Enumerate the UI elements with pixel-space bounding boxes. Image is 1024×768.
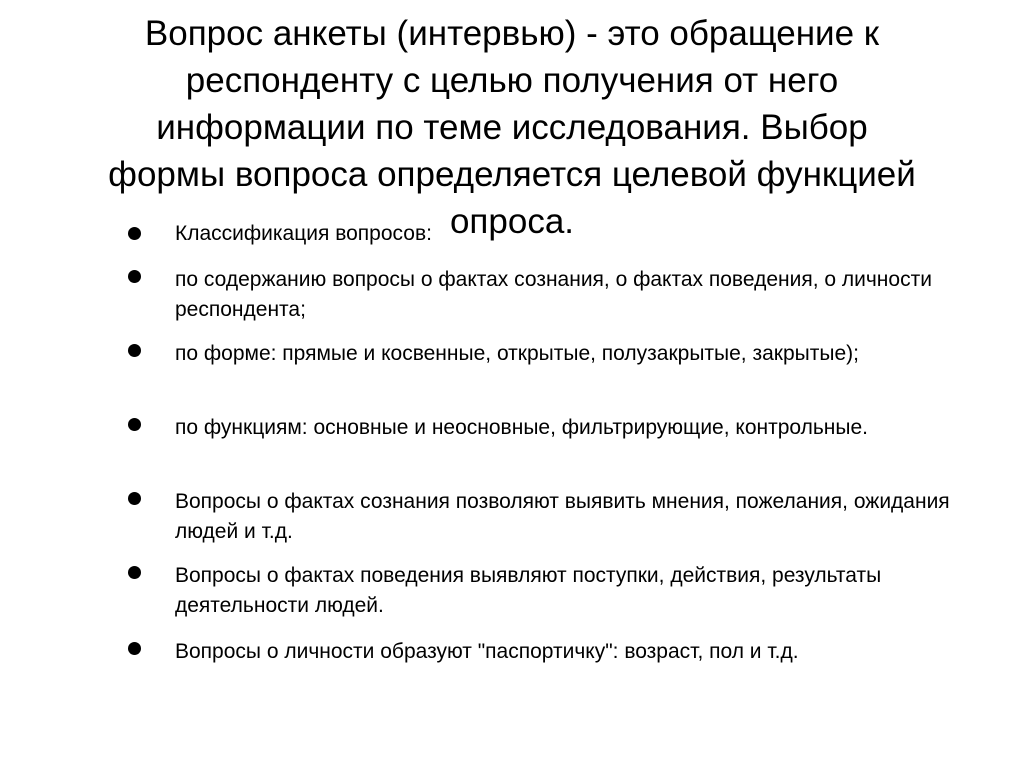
bullet-text: Вопросы о фактах поведения выявляют поступки, действия, результаты деятельности людей. <box>175 564 882 617</box>
bullet-dot-icon <box>128 492 141 505</box>
bullet-text: по форме: прямые и косвенные, открытые, полузакрытые, закрытые); <box>175 342 859 365</box>
bullet-dot-icon <box>128 566 141 579</box>
bullet-text: Вопросы о фактах сознания позволяют выявить мнения, пожелания, ожидания людей и т.д. <box>175 490 950 543</box>
bullet-dot-icon <box>128 270 141 283</box>
bullet-dot-icon <box>128 344 141 357</box>
bullet-text: по функциям: основные и неосновные, фильтрирующие, контрольные. <box>175 416 869 439</box>
bullet-text: Вопросы о личности образуют "паспортичку": возраст, пол и т.д. <box>175 640 799 663</box>
bullet-dot-icon <box>128 227 141 240</box>
slide-title: Вопрос анкеты (интервью) - это обращение к респонденту с целью получения от него информации по теме исследования. Выбор формы вопроса определяется целевой функцией опроса. <box>108 14 916 241</box>
bullet-text: Классификация вопросов: <box>175 222 432 245</box>
bullet-text: по содержанию вопросы о фактах сознания, о фактах поведения, о личности респондента; <box>175 268 932 321</box>
bullet-dot-icon <box>128 418 141 431</box>
bullet-dot-icon <box>128 642 141 655</box>
